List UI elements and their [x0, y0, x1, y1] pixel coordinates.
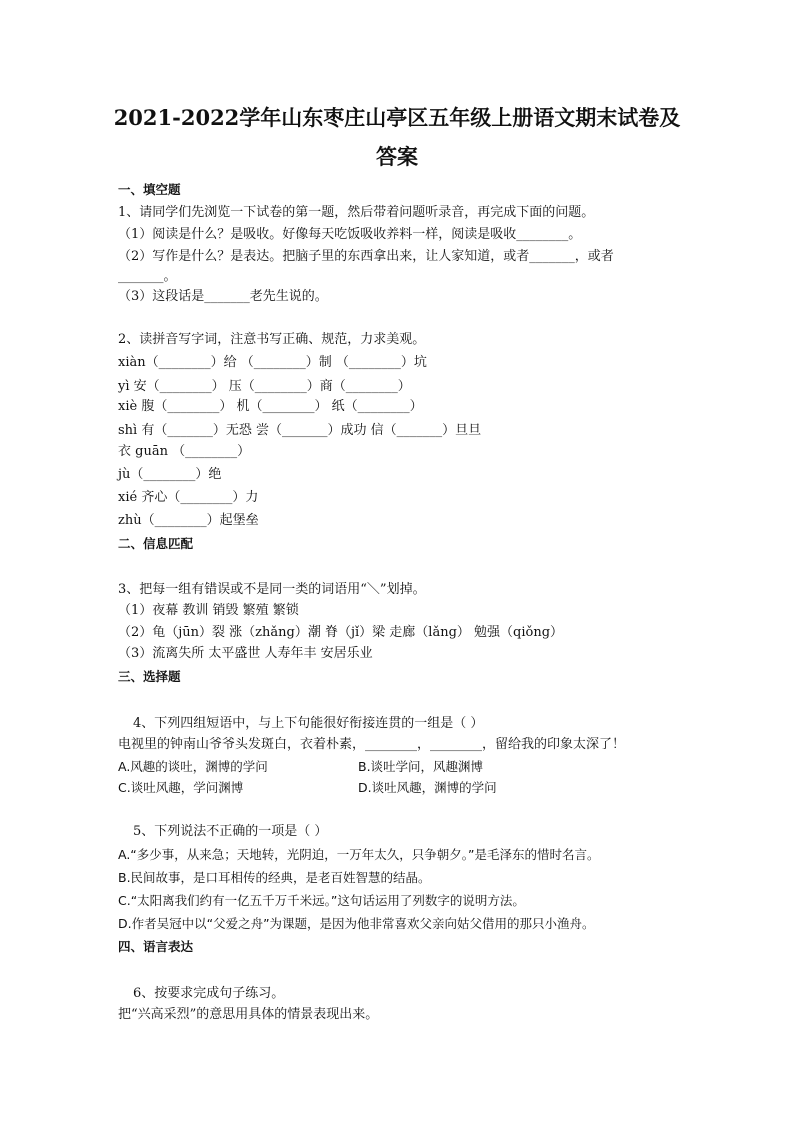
- question-5-prompt: 5、下列说法不正确的一项是（ ）: [133, 824, 328, 839]
- question-4-prompt: 4、下列四组短语中，与上下句能很好衔接连贯的一组是（ ）: [133, 716, 484, 731]
- question-5-option-c: C.“太阳离我们约有一亿五千万千米远。”这句话运用了列数字的说明方法。: [118, 893, 525, 908]
- question-1-item-1: （1）阅读是什么？是吸收。好像每天吃饭吸收养料一样，阅读是吸收________。: [118, 227, 582, 242]
- word-group-row: （1）夜幕 教训 销毁 繁殖 繁锁: [118, 603, 299, 618]
- word-group-row: （3）流离失所 太平盛世 人寿年丰 安居乐业: [118, 646, 373, 661]
- pinyin-row: yì 安（________） 压（________）商（________）: [118, 379, 411, 394]
- pinyin-row: xié 齐心（________）力: [118, 490, 259, 505]
- question-1-item-2b: _______。: [118, 269, 177, 284]
- question-4-stem: 电视里的钟南山爷爷头发斑白，衣着朴素，________，________，留给我的印象太深了！: [118, 737, 626, 752]
- question-6-text: 把“兴高采烈”的意思用具体的情景表现出来。: [118, 1007, 379, 1022]
- question-4-option-a: A.风趣的谈吐，渊博的学问: [118, 759, 268, 774]
- word-group-row: （2）龟（jūn）裂 涨（zhǎng）潮 脊（jǐ）梁 走廊（lǎng） 勉强（qiǒng）: [118, 625, 564, 640]
- question-2-prompt: 2、读拼音写字词，注意书写正确、规范，力求美观。: [118, 332, 426, 347]
- pinyin-row: xiàn（________）给 （________）制 （________）坑: [118, 355, 427, 370]
- question-5-option-a: A.“多少事，从来急；天地转，光阴迫，一万年太久，只争朝夕。”是毛泽东的惜时名言。: [118, 847, 600, 862]
- section-heading-matching: 二、信息匹配: [118, 536, 194, 551]
- question-5-option-b: B.民间故事，是口耳相传的经典，是老百姓智慧的结晶。: [118, 870, 431, 885]
- question-6-prompt: 6、按要求完成句子练习。: [133, 986, 285, 1001]
- pinyin-row: shì 有（_______）无恐 尝（_______）成功 信（_______）旦旦: [118, 423, 482, 438]
- question-4-option-c: C.谈吐风趣，学问渊博: [118, 780, 244, 795]
- pinyin-row: 衣 guān （________）: [118, 444, 251, 459]
- pinyin-row: xiè 腹（________） 机（________） 纸（________）: [118, 399, 423, 414]
- question-4-option-b: B.谈吐学问，风趣渊博: [358, 759, 484, 774]
- question-3-prompt: 3、把每一组有错误或不是同一类的词语用“＼”划掉。: [118, 582, 426, 597]
- question-5-option-d: D.作者吴冠中以“父爱之舟”为课题，是因为他非常喜欢父亲向姑父借用的那只小渔舟。: [118, 916, 595, 931]
- question-1-item-2a: （2）写作是什么？是表达。把脑子里的东西拿出来，让人家知道，或者_______，或者: [118, 249, 614, 264]
- question-1-item-3: （3）这段话是_______老先生说的。: [118, 289, 328, 304]
- exam-title-line1: 2021-2022学年山东枣庄山亭区五年级上册语文期末试卷及: [113, 105, 681, 130]
- section-heading-choice: 三、选择题: [118, 669, 181, 684]
- pinyin-row: jù（________）绝: [118, 467, 222, 482]
- question-1-prompt: 1、请同学们先浏览一下试卷的第一题，然后带着问题听录音，再完成下面的问题。: [118, 205, 595, 220]
- pinyin-row: zhù（________）起堡垒: [118, 513, 259, 528]
- question-4-option-d: D.谈吐风趣，渊博的学问: [358, 780, 497, 795]
- section-heading-expression: 四、语言表达: [118, 939, 194, 954]
- exam-title-line2: 答案: [376, 144, 418, 169]
- section-heading-fill-blank: 一、填空题: [118, 182, 181, 197]
